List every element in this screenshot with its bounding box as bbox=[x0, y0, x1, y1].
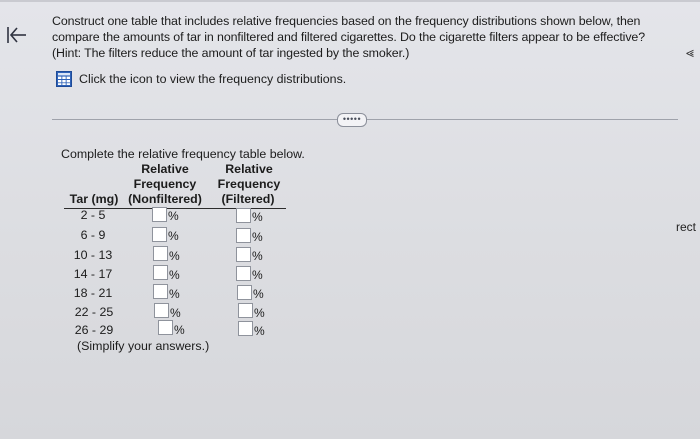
nonfiltered-percent-5: % bbox=[169, 287, 180, 301]
instruction-text: Complete the relative frequency table below. bbox=[61, 147, 305, 161]
data-link[interactable] bbox=[56, 71, 346, 87]
tar-range-3: 10 - 13 bbox=[73, 248, 113, 262]
right-edge-cut-text: rect bbox=[676, 220, 697, 234]
table-grid-icon[interactable] bbox=[56, 71, 72, 87]
tar-range-7: 26 - 29 bbox=[74, 323, 114, 337]
filtered-input-7[interactable] bbox=[238, 321, 253, 336]
nonfiltered-percent-2: % bbox=[168, 229, 179, 243]
simplify-note: (Simplify your answers.) bbox=[77, 339, 210, 353]
filtered-percent-4: % bbox=[252, 268, 263, 282]
filtered-input-1[interactable] bbox=[236, 208, 251, 223]
nonfiltered-input-7[interactable] bbox=[158, 320, 173, 335]
filtered-percent-7: % bbox=[254, 324, 265, 338]
tar-range-6: 22 - 25 bbox=[74, 305, 114, 319]
header-nonfiltered-line3: (Nonfiltered) bbox=[128, 192, 202, 206]
nonfiltered-percent-4: % bbox=[169, 268, 180, 282]
filtered-input-6[interactable] bbox=[238, 303, 253, 318]
nonfiltered-input-3[interactable] bbox=[153, 246, 168, 261]
nonfiltered-percent-7: % bbox=[174, 323, 185, 337]
header-nonfiltered-line1: Relative bbox=[141, 162, 189, 176]
filtered-percent-3: % bbox=[252, 249, 263, 263]
nonfiltered-input-6[interactable] bbox=[154, 303, 169, 318]
nonfiltered-percent-6: % bbox=[170, 306, 181, 320]
filtered-percent-5: % bbox=[253, 287, 264, 301]
filtered-input-4[interactable] bbox=[236, 266, 251, 281]
tar-range-4: 14 - 17 bbox=[73, 267, 113, 281]
filtered-percent-6: % bbox=[254, 306, 265, 320]
nonfiltered-input-5[interactable] bbox=[153, 284, 168, 299]
back-arrow-icon[interactable] bbox=[6, 24, 28, 46]
more-dots-label: ••••• bbox=[342, 113, 362, 124]
expand-more-button[interactable] bbox=[337, 113, 367, 127]
nonfiltered-percent-3: % bbox=[169, 249, 180, 263]
header-filtered-line2: Frequency bbox=[217, 177, 281, 191]
filtered-input-2[interactable] bbox=[236, 228, 251, 243]
right-edge-partial-icon: ⪡ bbox=[686, 44, 694, 60]
filtered-input-5[interactable] bbox=[237, 285, 252, 300]
nonfiltered-input-1[interactable] bbox=[152, 207, 167, 222]
nonfiltered-input-2[interactable] bbox=[152, 227, 167, 242]
header-tar: Tar (mg) bbox=[69, 192, 119, 206]
nonfiltered-percent-1: % bbox=[168, 209, 179, 223]
tar-range-1: 2 - 5 bbox=[80, 208, 106, 222]
question-text: Construct one table that includes relative frequencies based on the frequency distributions shown below, then compare the amounts of tar in nonfiltered and filtered cigarettes. Do the cigarette filters appear to be effective? (Hint: The filters reduce the amount of tar ingested by the smoker.) bbox=[52, 14, 646, 60]
filtered-percent-2: % bbox=[252, 230, 263, 244]
top-border bbox=[0, 0, 700, 2]
filtered-input-3[interactable] bbox=[236, 247, 251, 262]
nonfiltered-input-4[interactable] bbox=[153, 265, 168, 280]
tar-range-2: 6 - 9 bbox=[80, 228, 106, 242]
tar-range-5: 18 - 21 bbox=[73, 286, 113, 300]
data-link-label[interactable]: Click the icon to view the frequency distributions. bbox=[79, 72, 347, 86]
header-nonfiltered-line2: Frequency bbox=[133, 177, 197, 191]
header-filtered-line1: Relative bbox=[225, 162, 273, 176]
filtered-percent-1: % bbox=[252, 210, 263, 224]
header-filtered-line3: (Filtered) bbox=[221, 192, 275, 206]
